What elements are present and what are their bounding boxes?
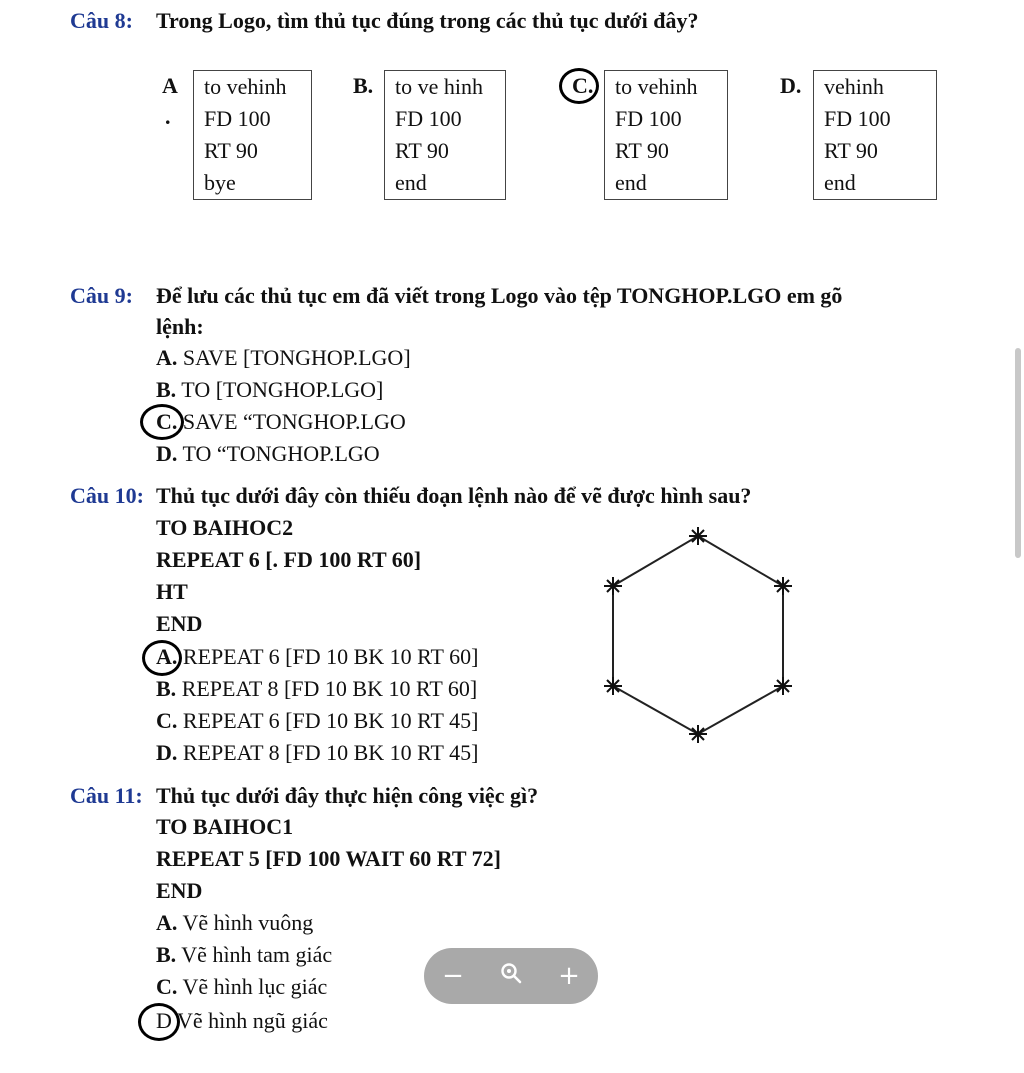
option-label: C. [156,708,178,733]
q8-option-d-label: D. [780,73,802,98]
star-mark [689,527,707,545]
hexagon-outline [613,536,783,734]
code-line: to vehinh [615,74,698,99]
q8-option-c-box [604,70,728,200]
q9-question-line1: Để lưu các thủ tục em đã viết trong Logo vào tệp TONGHOP.LGO em gõ [156,283,843,308]
q9-question-line2: lệnh: [156,314,204,339]
q10-code-line: HT [156,579,188,604]
q9-option-b [156,377,383,403]
option-text: Vẽ hình lục giác [177,974,328,999]
star-mark [689,725,707,743]
option-text: Vẽ hình ngũ giác [171,1008,328,1033]
q9-option-a [156,345,411,371]
code-line: RT 90 [395,138,449,163]
hexagon-figure [596,524,802,746]
star-mark [604,577,622,595]
q8-question: Trong Logo, tìm thủ tục đúng trong các thủ tục dưới đây? [156,8,699,33]
q10-option-d [156,740,478,766]
q8-option-a-label: A [162,73,178,98]
code-line: FD 100 [824,106,891,131]
q11-code-line: REPEAT 5 [FD 100 WAIT 60 RT 72] [156,846,501,871]
star-mark [604,677,622,695]
code-line: end [395,170,427,195]
option-text: Vẽ hình vuông [177,910,314,935]
q9-option-c [156,409,406,435]
q10-option-a [156,644,478,670]
option-label: D. [156,740,178,765]
q8-option-a-box [193,70,312,200]
zoom-magnifier-icon [500,962,522,984]
q9-number: Câu 9: [70,283,133,308]
q10-code-line: END [156,611,203,636]
option-label: D [156,1008,172,1033]
option-label: C. [156,409,178,434]
q10-code-line: TO BAIHOC2 [156,515,294,540]
option-text: Vẽ hình tam giác [176,942,333,967]
q11-question: Thủ tục dưới đây thực hiện công việc gì? [156,783,539,808]
q11-answer-circle [138,1003,180,1041]
option-label: C. [156,974,178,999]
code-line: FD 100 [615,106,682,131]
code-line: to ve hinh [395,74,483,99]
option-text: SAVE [TONGHOP.LGO] [177,345,411,370]
option-text: REPEAT 8 [FD 10 BK 10 RT 60] [176,676,478,701]
q10-code-line: REPEAT 6 [. FD 100 RT 60] [156,547,422,572]
q11-option-c [156,974,327,1000]
option-label: A. [156,910,178,935]
q10-question: Thủ tục dưới đây còn thiếu đoạn lệnh nào để vẽ được hình sau? [156,483,752,508]
code-line: to vehinh [204,74,287,99]
q11-option-b [156,942,332,968]
q11-code-line: TO BAIHOC1 [156,814,294,839]
q11-option-a [156,910,313,936]
star-mark [774,577,792,595]
q8-option-b-box [384,70,506,200]
option-text: REPEAT 6 [FD 10 BK 10 RT 60] [177,644,479,669]
q10-option-b [156,676,477,702]
option-text: TO “TONGHOP.LGO [177,441,380,466]
q9-option-d [156,441,380,467]
q8-option-a-dot: . [165,104,171,129]
hexagon-star-marks [604,527,792,743]
code-line: end [824,170,856,195]
option-label: B. [156,676,177,701]
q11-number: Câu 11: [70,783,143,808]
option-text: REPEAT 6 [FD 10 BK 10 RT 45] [177,708,479,733]
q10-number: Câu 10: [70,483,144,508]
q8-number: Câu 8: [70,8,133,33]
vertical-scrollbar[interactable] [1015,348,1021,558]
code-line: end [615,170,647,195]
code-line: vehinh [824,74,884,99]
q11-code-line: END [156,878,203,903]
zoom-control-bar [424,948,598,1004]
option-text: SAVE “TONGHOP.LGO [177,409,406,434]
option-label: B. [156,942,177,967]
q8-option-c-label: C. [572,73,594,98]
q10-answer-circle [142,640,182,676]
zoom-in-button[interactable]: + [558,961,580,991]
option-label: A. [156,345,178,370]
option-label: A. [156,644,178,669]
q11-option-d [156,1008,328,1034]
code-line: RT 90 [615,138,669,163]
q8-option-d-box [813,70,937,200]
option-text: REPEAT 8 [FD 10 BK 10 RT 45] [177,740,479,765]
zoom-out-button[interactable]: − [442,961,464,991]
q9-answer-circle [140,404,184,440]
code-line: RT 90 [204,138,258,163]
option-text: TO [TONGHOP.LGO] [176,377,384,402]
star-mark [774,677,792,695]
code-line: RT 90 [824,138,878,163]
zoom-reset-button[interactable] [491,961,531,991]
q10-option-c [156,708,478,734]
code-line: FD 100 [204,106,271,131]
q8-option-b-label: B. [353,73,374,98]
code-line: bye [204,170,236,195]
code-line: FD 100 [395,106,462,131]
q8-answer-circle [559,68,599,104]
option-label: D. [156,441,178,466]
option-label: B. [156,377,177,402]
